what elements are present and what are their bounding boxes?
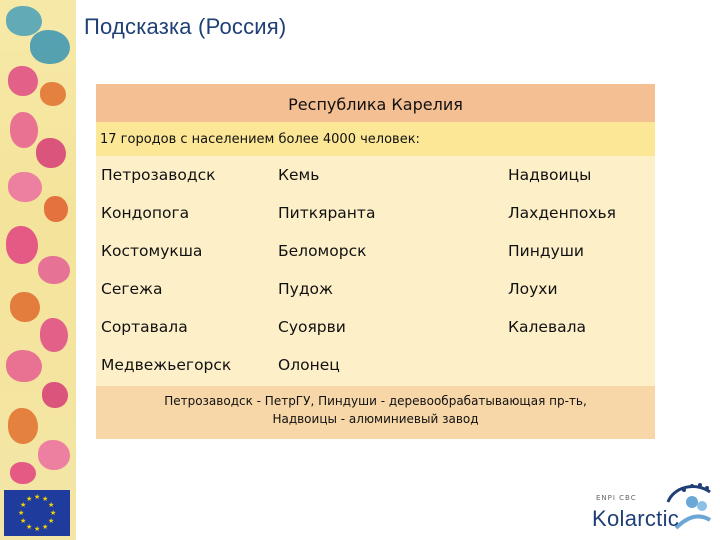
city-cell: Костомукша [101,242,203,260]
city-cell: Сегежа [101,280,163,298]
card-subheader: 17 городов с населением более 4000 человек: [96,122,655,156]
table-row [96,270,655,308]
table-row [96,156,655,194]
city-cell: Олонец [278,356,340,374]
footer-line: Надвоицы - алюминиевый завод [272,412,479,426]
logo-name: Kolarctic [592,506,680,531]
decorative-figures-strip [0,0,76,540]
city-cell: Сортавала [101,318,188,336]
city-cell: Беломорск [278,242,367,260]
city-table [96,156,655,384]
city-cell: Петрозаводск [101,166,216,184]
table-row [96,194,655,232]
card-header: Республика Карелия [96,84,655,122]
kolarctic-logo-icon [584,480,714,536]
city-cell: Калевала [508,318,586,336]
city-cell: Кондопога [101,204,190,222]
city-cell: Надвоицы [508,166,592,184]
city-cell: Питкяранта [278,204,376,222]
city-cell: Пудож [278,280,333,298]
footer-line: Петрозаводск - ПетрГУ, Пиндуши - деревообрабатывающая пр-ть, [164,394,587,408]
table-row [96,346,655,384]
slide-title: Подсказка (Россия) [84,14,287,39]
city-cell: Кемь [278,166,320,184]
table-row [96,308,655,346]
eu-flag-icon: ★ ★ ★ ★ ★ ★ ★ ★ ★ ★ ★ ★ [4,490,70,536]
city-cell: Лахденпохья [508,204,616,222]
city-cell: Лоухи [508,280,558,298]
city-cell: Пиндуши [508,242,585,260]
city-cell: Медвежьегорск [101,356,232,374]
logo-subtitle: ENPI CBC [596,494,637,502]
table-row [96,232,655,270]
info-card [96,84,655,439]
card-footer [96,386,655,439]
city-cell: Суоярви [278,318,346,336]
